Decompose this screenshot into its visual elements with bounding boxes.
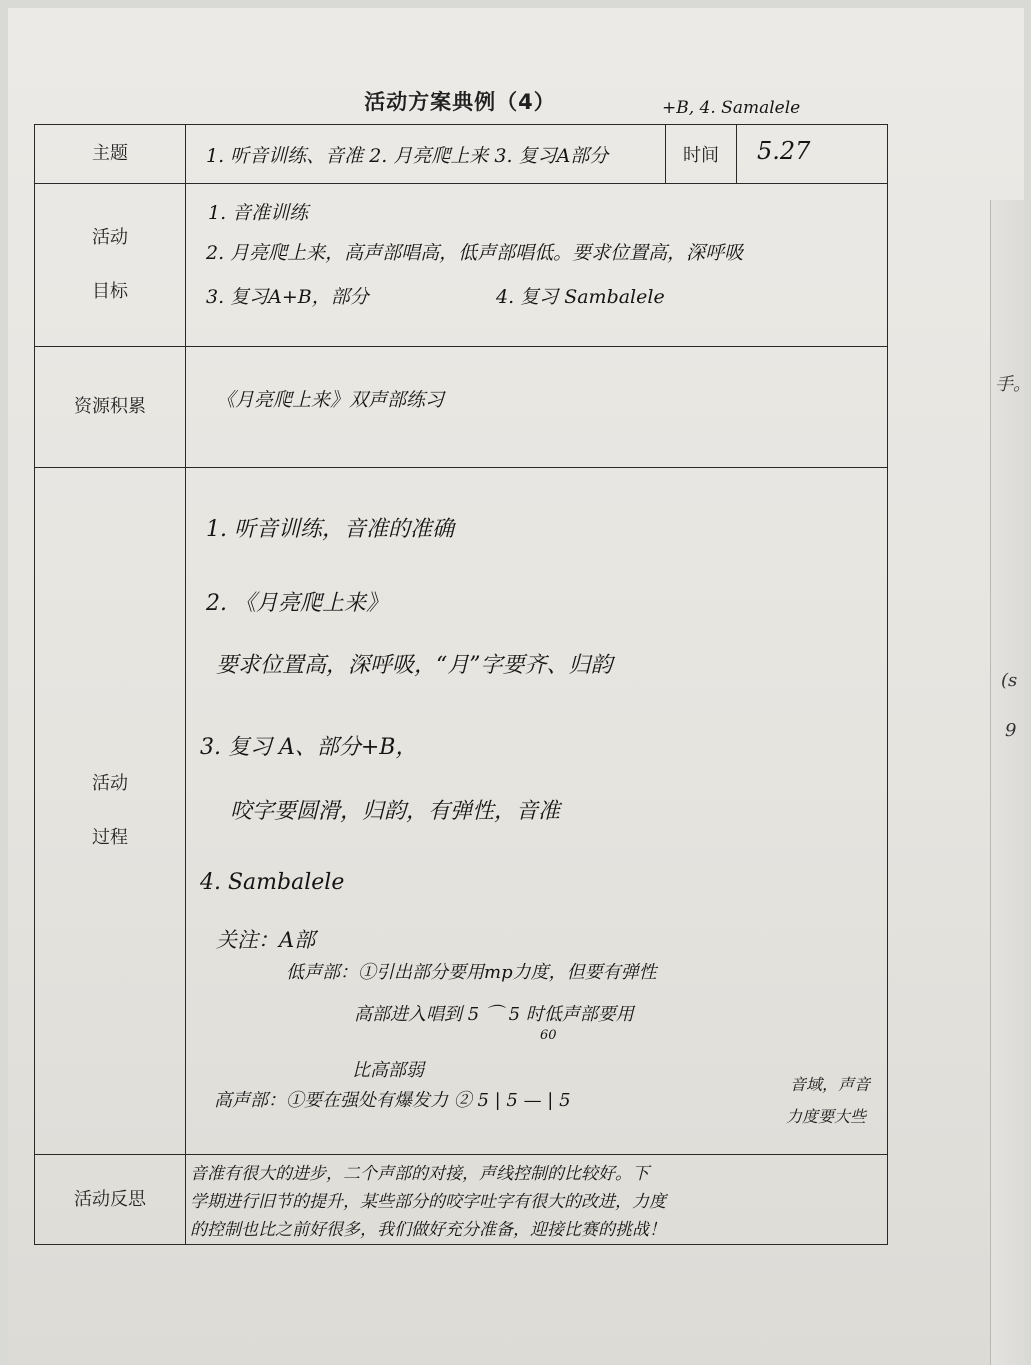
theme-overflow-note: +B, 4. Samalele <box>662 98 801 118</box>
process-line: 关注：A部 <box>216 928 316 952</box>
time-label: 时间 <box>666 125 737 184</box>
margin-mark: 9 <box>1005 720 1017 741</box>
goals-label <box>35 184 186 347</box>
margin-mark: 手。 <box>995 374 1031 395</box>
process-line: 3. 复习 A、部分+B， <box>200 735 418 760</box>
reflection-label: 活动反思 <box>35 1155 186 1245</box>
process-line: 要求位置高，深呼吸，“月”字要齐、归韵 <box>216 653 613 678</box>
reflection-line: 学期进行旧节的提升，某些部分的咬字吐字有很大的改进，力度 <box>190 1192 666 1212</box>
theme-text: 1. 听音训练、音准 2. 月亮爬上来 3. 复习A部分 <box>206 145 609 167</box>
process-line: 比高部弱 <box>352 1060 424 1081</box>
process-cell <box>186 468 888 1155</box>
process-line: 4. Sambalele <box>200 870 345 895</box>
goals-label-line: 活动 <box>92 227 128 248</box>
process-label <box>35 468 186 1155</box>
reflection-line: 音准有很大的进步，二个声部的对接，声线控制的比较好。下 <box>190 1164 649 1184</box>
theme-cell <box>186 125 666 184</box>
time-cell <box>737 125 888 184</box>
process-line: 低声部：①引出部分要用mp力度，但要有弹性 <box>286 962 657 983</box>
process-line: 咬字要圆滑，归韵，有弹性，音准 <box>230 799 561 824</box>
process-line: 高部进入唱到 5 ⌒ 5 时低声部要用 <box>354 1004 634 1025</box>
goals-cell <box>186 184 888 347</box>
margin-mark: (s <box>1001 670 1018 691</box>
goal-line: 4. 复习 Sambalele <box>496 286 665 308</box>
resources-label: 资源积累 <box>35 347 186 468</box>
resources-cell <box>186 347 888 468</box>
resources-text: 《月亮爬上来》双声部练习 <box>216 389 445 411</box>
page-title: 活动方案典例（4） <box>364 90 556 114</box>
process-line: 60 <box>540 1028 557 1043</box>
goal-line: 1. 音准训练 <box>208 202 309 224</box>
reflection-cell <box>186 1155 888 1245</box>
process-line: 力度要大些 <box>786 1107 867 1126</box>
time-value: 5.27 <box>757 137 811 165</box>
process-line: 高声部：①要在强处有爆发力 ② 5 | 5 — | 5 <box>214 1090 571 1111</box>
theme-label: 主题 <box>35 125 186 184</box>
goal-line: 2. 月亮爬上来，高声部唱高，低声部唱低。要求位置高，深呼吸 <box>206 242 744 264</box>
goals-label-line: 目标 <box>92 281 128 302</box>
process-line: 2. 《月亮爬上来》 <box>206 591 388 616</box>
reflection-line: 的控制也比之前好很多，我们做好充分准备，迎接比赛的挑战！ <box>190 1220 666 1240</box>
process-label-line: 活动 <box>92 773 128 794</box>
process-line: 音域，声音 <box>790 1075 871 1094</box>
goal-line: 3. 复习A+B，部分 <box>206 286 369 308</box>
activity-plan-form <box>34 124 888 1245</box>
underlying-sheet-edge <box>990 200 1031 1365</box>
process-line: 1. 听音训练，音准的准确 <box>206 517 454 542</box>
process-label-line: 过程 <box>92 827 128 848</box>
